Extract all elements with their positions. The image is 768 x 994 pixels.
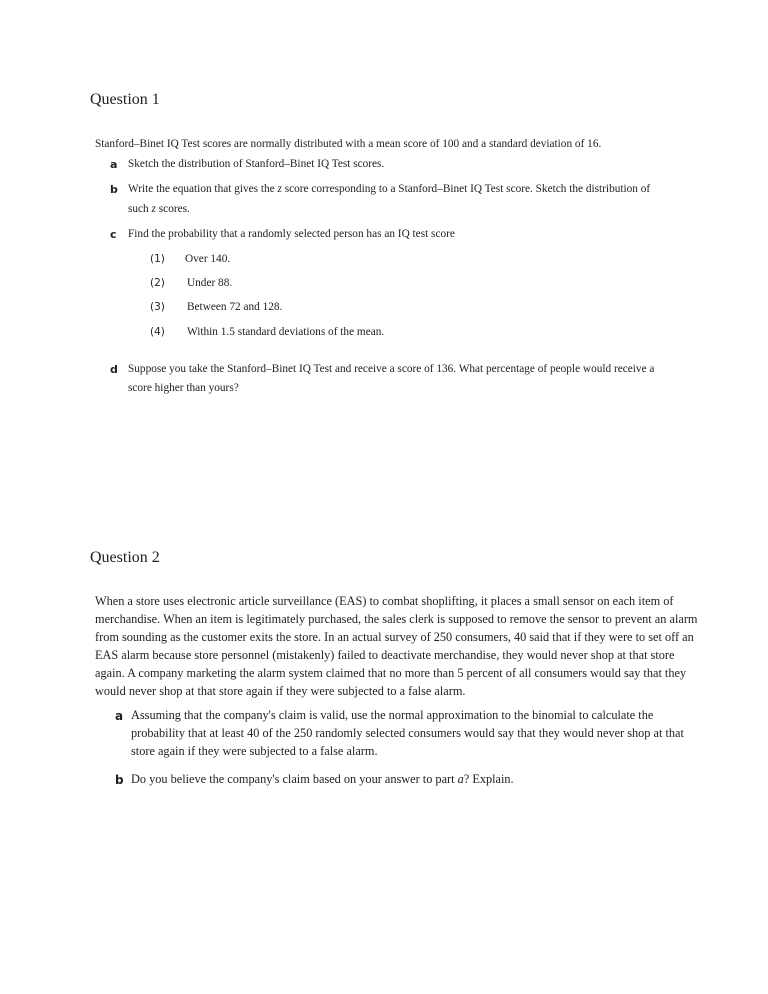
q2-para-line: When a store uses electronic article surveillance (EAS) to combat shoplifting, it places a small sensor on each item of <box>95 594 674 608</box>
q2-b-label: b <box>115 773 124 787</box>
q1-d-label: d <box>110 363 118 376</box>
text: ? Explain. <box>463 772 514 786</box>
z-var: z <box>151 203 156 215</box>
q2-para-line: merchandise. When an item is legitimately purchased, the sales clerk is supposed to remove the sensor to prevent an alarm <box>95 612 698 626</box>
part-ref: a <box>457 772 464 786</box>
q1-d-line2: score higher than yours? <box>128 382 239 394</box>
q2-para-line: again. A company marketing the alarm system claimed that no more than 5 percent of all consumers would say that they <box>95 666 687 680</box>
q1-a-text: Sketch the distribution of Stanford–Binet IQ Test scores. <box>128 158 385 170</box>
z-var: z <box>277 183 282 195</box>
q1-intro: Stanford–Binet IQ Test scores are normally distributed with a mean score of 100 and a standard deviation of 16. <box>95 138 602 150</box>
question-1-title: Question 1 <box>90 91 160 108</box>
text: Do you believe the company's claim based on your answer to part <box>131 772 458 786</box>
q2-a-line: probability that at least 40 of the 250 randomly selected consumers would say that they would never shop at that <box>131 726 684 740</box>
q1-c-item-text: Within 1.5 standard deviations of the mean. <box>187 326 385 338</box>
q2-b-text <box>131 772 514 787</box>
text: Write the equation that gives the <box>128 183 278 195</box>
q1-b-label: b <box>110 183 118 196</box>
q1-a-label: a <box>110 158 118 171</box>
q1-c-item-num: (3) <box>150 301 165 313</box>
q1-c-label: c <box>110 228 117 241</box>
q2-a-label: a <box>115 709 124 723</box>
q1-b-line1 <box>128 183 650 195</box>
text: scores. <box>155 203 190 215</box>
question-2-title: Question 2 <box>90 549 160 566</box>
text: score corresponding to a Stanford–Binet IQ Test score. Sketch the distribution of <box>281 183 651 195</box>
q2-a-line: Assuming that the company's claim is valid, use the normal approximation to the binomial to calculate the <box>131 708 654 722</box>
q1-c-item-num: (1) <box>150 253 165 265</box>
q2-para-line: from sounding as the customer exits the store. In an actual survey of 250 consumers, 40 said that if they were to set off an <box>95 630 694 644</box>
q1-c-item-num: (4) <box>150 326 165 338</box>
q2-a-line: store again if they were subjected to a false alarm. <box>131 744 378 758</box>
q2-para-line: would never shop at that store again if they were subjected to a false alarm. <box>95 684 466 698</box>
q1-c-text: Find the probability that a randomly selected person has an IQ test score <box>128 228 455 240</box>
q1-c-item-text: Over 140. <box>185 253 231 265</box>
q1-d-line1: Suppose you take the Stanford–Binet IQ Test and receive a score of 136. What percentage of people would receive a <box>128 363 655 375</box>
q1-b-line2 <box>128 203 190 215</box>
q2-para-line: EAS alarm because store personnel (mistakenly) failed to deactivate merchandise, they would never shop at that store <box>95 648 675 662</box>
q1-c-item-text: Under 88. <box>187 277 233 289</box>
q1-c-item-text: Between 72 and 128. <box>187 301 283 313</box>
q1-c-item-num: (2) <box>150 277 165 289</box>
text: such <box>128 203 152 215</box>
